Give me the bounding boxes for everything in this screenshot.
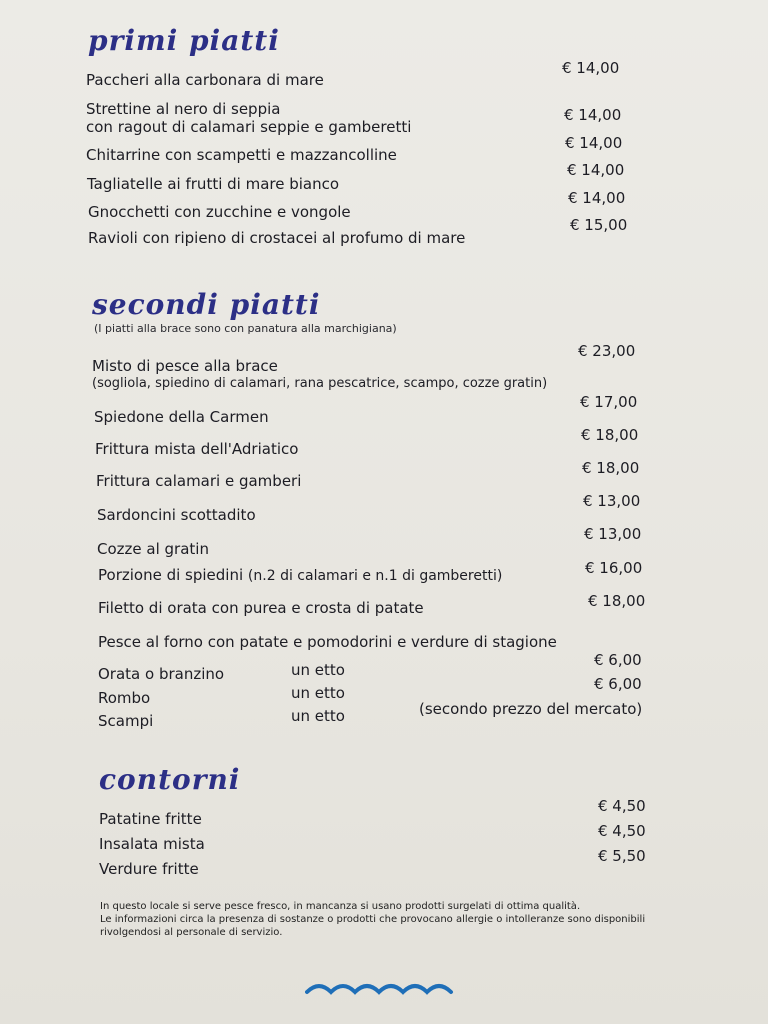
section-note: (I piatti alla brace sono con panatura alla marchigiana) [94,322,397,335]
forno-item-unit: un etto [291,661,345,679]
menu-item-price: € 18,00 [581,426,639,444]
menu-item-price: € 5,50 [598,847,646,865]
menu-item-price: € 4,50 [598,797,646,815]
menu-item-name: Verdure fritte [99,860,199,878]
footer-line-allergens: Le informazioni circa la presenza di sostanze o prodotti che provocano allergie o intolleranze sono disponibili rivolgendosi al personale di servizio. [100,914,646,938]
menu-item-name [98,566,502,585]
forno-item-price: € 6,00 [594,651,642,669]
allergen-notice [100,900,670,939]
menu-item-title: Misto di pesce alla brace [92,357,278,375]
menu-item-price: € 14,00 [568,189,626,207]
menu-item-price: € 16,00 [585,559,643,577]
menu-item-description: (sogliola, spiedino di calamari, rana pescatrice, scampo, cozze gratin) [92,376,548,391]
menu-item-title: Porzione di spiedini [98,566,244,584]
section-title-contorni: contorni [99,763,241,796]
footer-line-fresh-fish: In questo locale si serve pesce fresco, in mancanza si usano prodotti surgelati di ottima qualità. [100,901,581,912]
menu-item-price: € 14,00 [562,59,620,77]
menu-item-price: € 17,00 [580,393,638,411]
menu-item-name: Sardoncini scottadito [97,506,256,524]
menu-item-price: € 14,00 [564,106,622,124]
section-title-secondi: secondi piatti [92,288,321,321]
menu-item-name: Ravioli con ripieno di crostacei al profumo di mare [88,229,466,247]
menu-item-description: con ragout di calamari seppie e gamberetti [86,118,412,136]
menu-item-price: € 18,00 [588,592,646,610]
menu-item-price: € 15,00 [570,216,628,234]
menu-item-name: Spiedone della Carmen [94,408,269,426]
menu-item-name: Paccheri alla carbonara di mare [86,71,324,89]
forno-item-price: € 6,00 [594,675,642,693]
menu-item-price: € 18,00 [582,459,640,477]
menu-item-name: Chitarrine con scampetti e mazzancolline [86,146,397,164]
forno-item-price: (secondo prezzo del mercato) [419,700,643,718]
menu-item-price: € 13,00 [583,492,641,510]
menu-item-name [92,357,547,393]
menu-item-price: € 13,00 [584,525,642,543]
menu-item-name: Cozze al gratin [97,540,209,558]
menu-item-title: Strettine al nero di seppia [86,100,281,118]
menu-item-name [86,100,411,136]
menu-item-price: € 23,00 [578,342,636,360]
menu-item-price: € 14,00 [567,161,625,179]
forno-heading: Pesce al forno con patate e pomodorini e verdure di stagione [98,633,557,651]
section-title-primi: primi piatti [88,24,280,57]
wave-icon [305,978,455,1000]
menu-item-name: Tagliatelle ai frutti di mare bianco [87,175,340,193]
menu-item-description: (n.2 di calamari e n.1 di gamberetti) [247,568,503,584]
menu-item-name: Frittura calamari e gamberi [96,472,302,490]
menu-item-price: € 14,00 [565,134,623,152]
menu-item-name: Gnocchetti con zucchine e vongole [88,203,351,221]
forno-item-name: Scampi [98,712,154,730]
menu-item-price: € 4,50 [598,822,646,840]
menu-item-name: Patatine fritte [99,810,202,828]
forno-item-unit: un etto [291,684,345,702]
menu-item-name: Frittura mista dell'Adriatico [95,440,299,458]
forno-item-unit: un etto [291,707,345,725]
forno-item-name: Orata o branzino [98,665,225,683]
menu-item-name: Insalata mista [99,835,205,853]
forno-item-name: Rombo [98,689,151,707]
menu-item-name: Filetto di orata con purea e crosta di patate [98,599,424,617]
